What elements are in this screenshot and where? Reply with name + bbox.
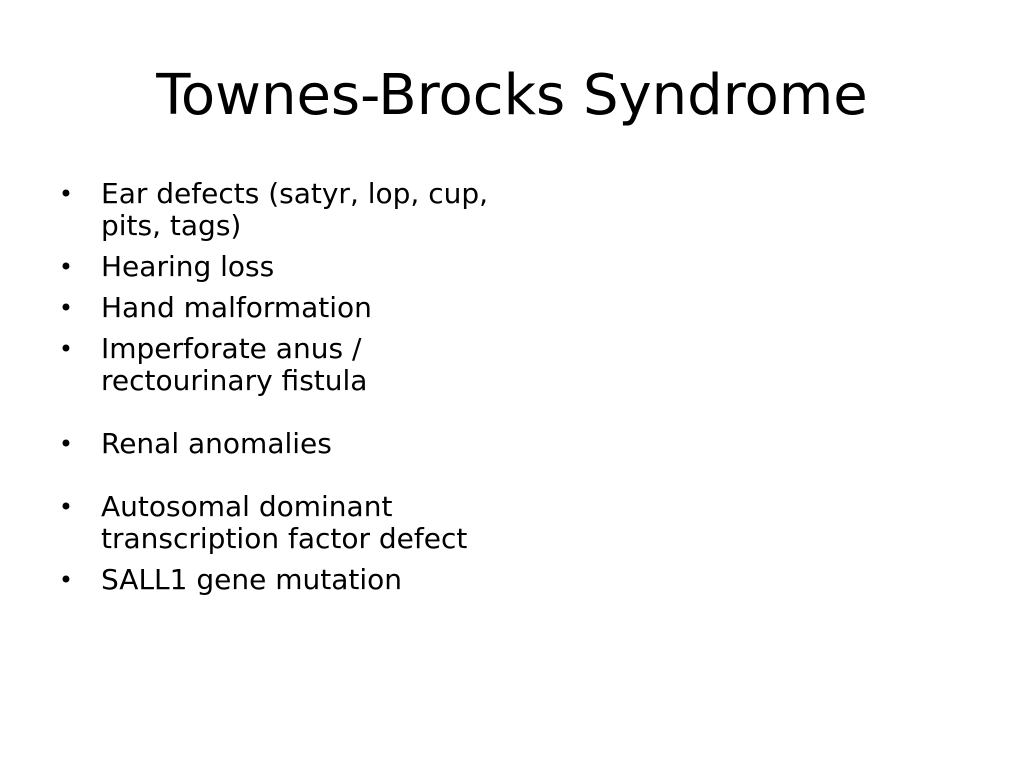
bullet-icon: •	[58, 335, 74, 363]
bullet-text: Autosomal dominant transcription factor defect	[101, 490, 468, 555]
bullet-item-autosomal-dominant	[56, 491, 526, 555]
bullet-text: Hand malformation	[101, 291, 372, 324]
bullet-item-hand-malformation	[56, 292, 526, 324]
bullet-item-sall1-mutation	[56, 564, 526, 596]
bullet-item-ear-defects	[56, 178, 526, 242]
bullet-icon: •	[58, 294, 74, 322]
bullet-text: Ear defects (satyr, lop, cup, pits, tags)	[101, 177, 489, 242]
bullet-text: Renal anomalies	[101, 427, 332, 460]
slide-title: Townes-Brocks Syndrome	[156, 63, 868, 128]
bullet-list	[56, 178, 526, 605]
bullet-item-imperforate-anus	[56, 333, 526, 397]
bullet-text: SALL1 gene mutation	[101, 563, 403, 596]
bullet-icon: •	[58, 253, 74, 281]
bullet-icon: •	[58, 180, 74, 208]
bullet-icon: •	[58, 493, 74, 521]
bullet-text: Imperforate anus / rectourinary fistula	[101, 332, 368, 397]
bullet-icon: •	[58, 566, 74, 594]
bullet-item-hearing-loss	[56, 251, 526, 283]
bullet-item-renal-anomalies	[56, 428, 526, 460]
bullet-icon: •	[58, 430, 74, 458]
bullet-text: Hearing loss	[101, 250, 275, 283]
